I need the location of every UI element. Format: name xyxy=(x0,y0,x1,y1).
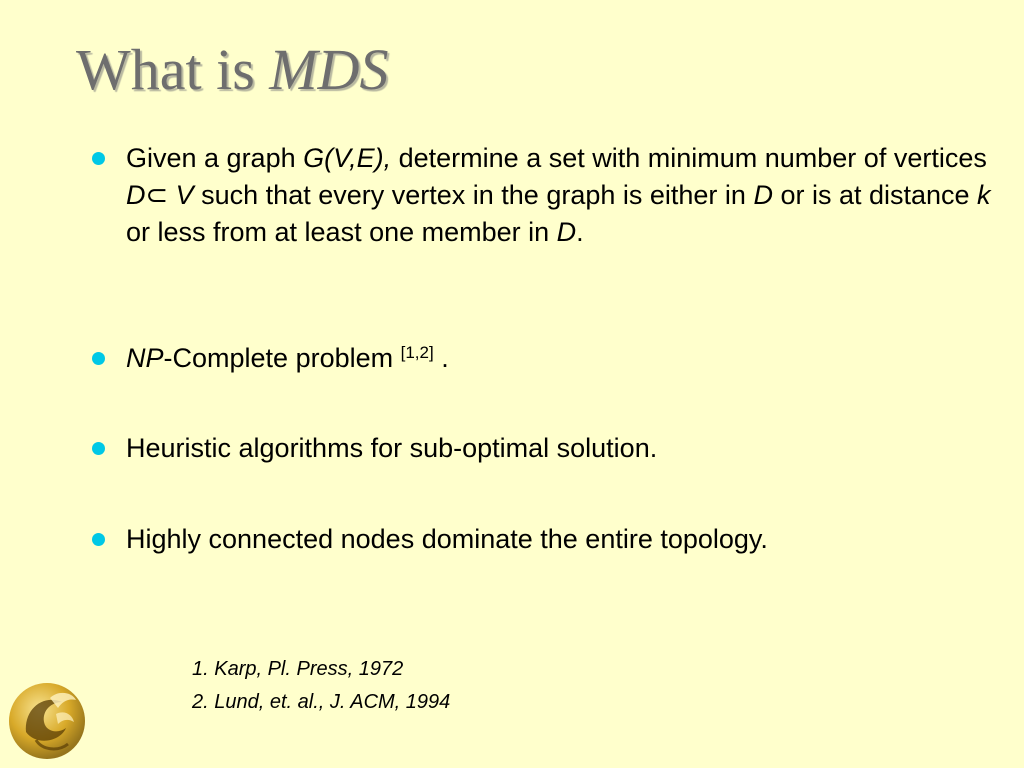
bullet-text: . xyxy=(576,217,584,247)
bullet-item-np-complete xyxy=(88,340,1024,377)
bullet-dot-icon xyxy=(92,152,105,165)
bullet-item-definition xyxy=(88,140,1008,251)
bullet-text: -Complete problem xyxy=(163,343,401,373)
bullet-dot-icon xyxy=(92,533,105,546)
bullet-item-topology xyxy=(88,521,1024,558)
title-prefix: What is xyxy=(76,37,270,102)
bullet-text: Highly connected nodes dominate the entire topology. xyxy=(126,524,768,554)
bullet-text: or is at distance xyxy=(772,180,978,210)
university-pegasus-logo-icon xyxy=(6,680,88,762)
citation-superscript: [1,2] xyxy=(400,343,434,362)
bullet-list xyxy=(88,140,1008,554)
bullet-dot-icon xyxy=(92,352,105,365)
bullet-italic: D xyxy=(753,180,773,210)
bullet-text: determine a set with minimum number of vertices xyxy=(391,143,987,173)
bullet-dot-icon xyxy=(92,442,105,455)
bullet-italic: G(V,E), xyxy=(303,143,392,173)
subset-symbol: ⊂ xyxy=(145,180,169,210)
bullet-italic: NP xyxy=(126,343,164,373)
reference-item: 2. Lund, et. al., J. ACM, 1994 xyxy=(192,691,451,713)
bullet-italic: V xyxy=(168,180,194,210)
bullet-text: or less from at least one member in xyxy=(126,217,557,247)
bullet-text: Heuristic algorithms for sub-optimal solution. xyxy=(126,433,658,463)
bullet-text: Given a graph xyxy=(126,143,304,173)
bullet-italic: D xyxy=(126,180,146,210)
bullet-text: . xyxy=(433,343,449,373)
bullet-italic: D xyxy=(556,217,577,247)
bullet-text: such that every vertex in the graph is either in xyxy=(193,180,754,210)
title-emphasis: MDS xyxy=(269,37,389,102)
reference-item: 1. Karp, Pl. Press, 1972 xyxy=(192,658,404,680)
bullet-italic: k xyxy=(977,180,991,210)
slide-title xyxy=(76,38,389,102)
bullet-item-heuristic xyxy=(88,430,1024,467)
references xyxy=(192,653,450,719)
